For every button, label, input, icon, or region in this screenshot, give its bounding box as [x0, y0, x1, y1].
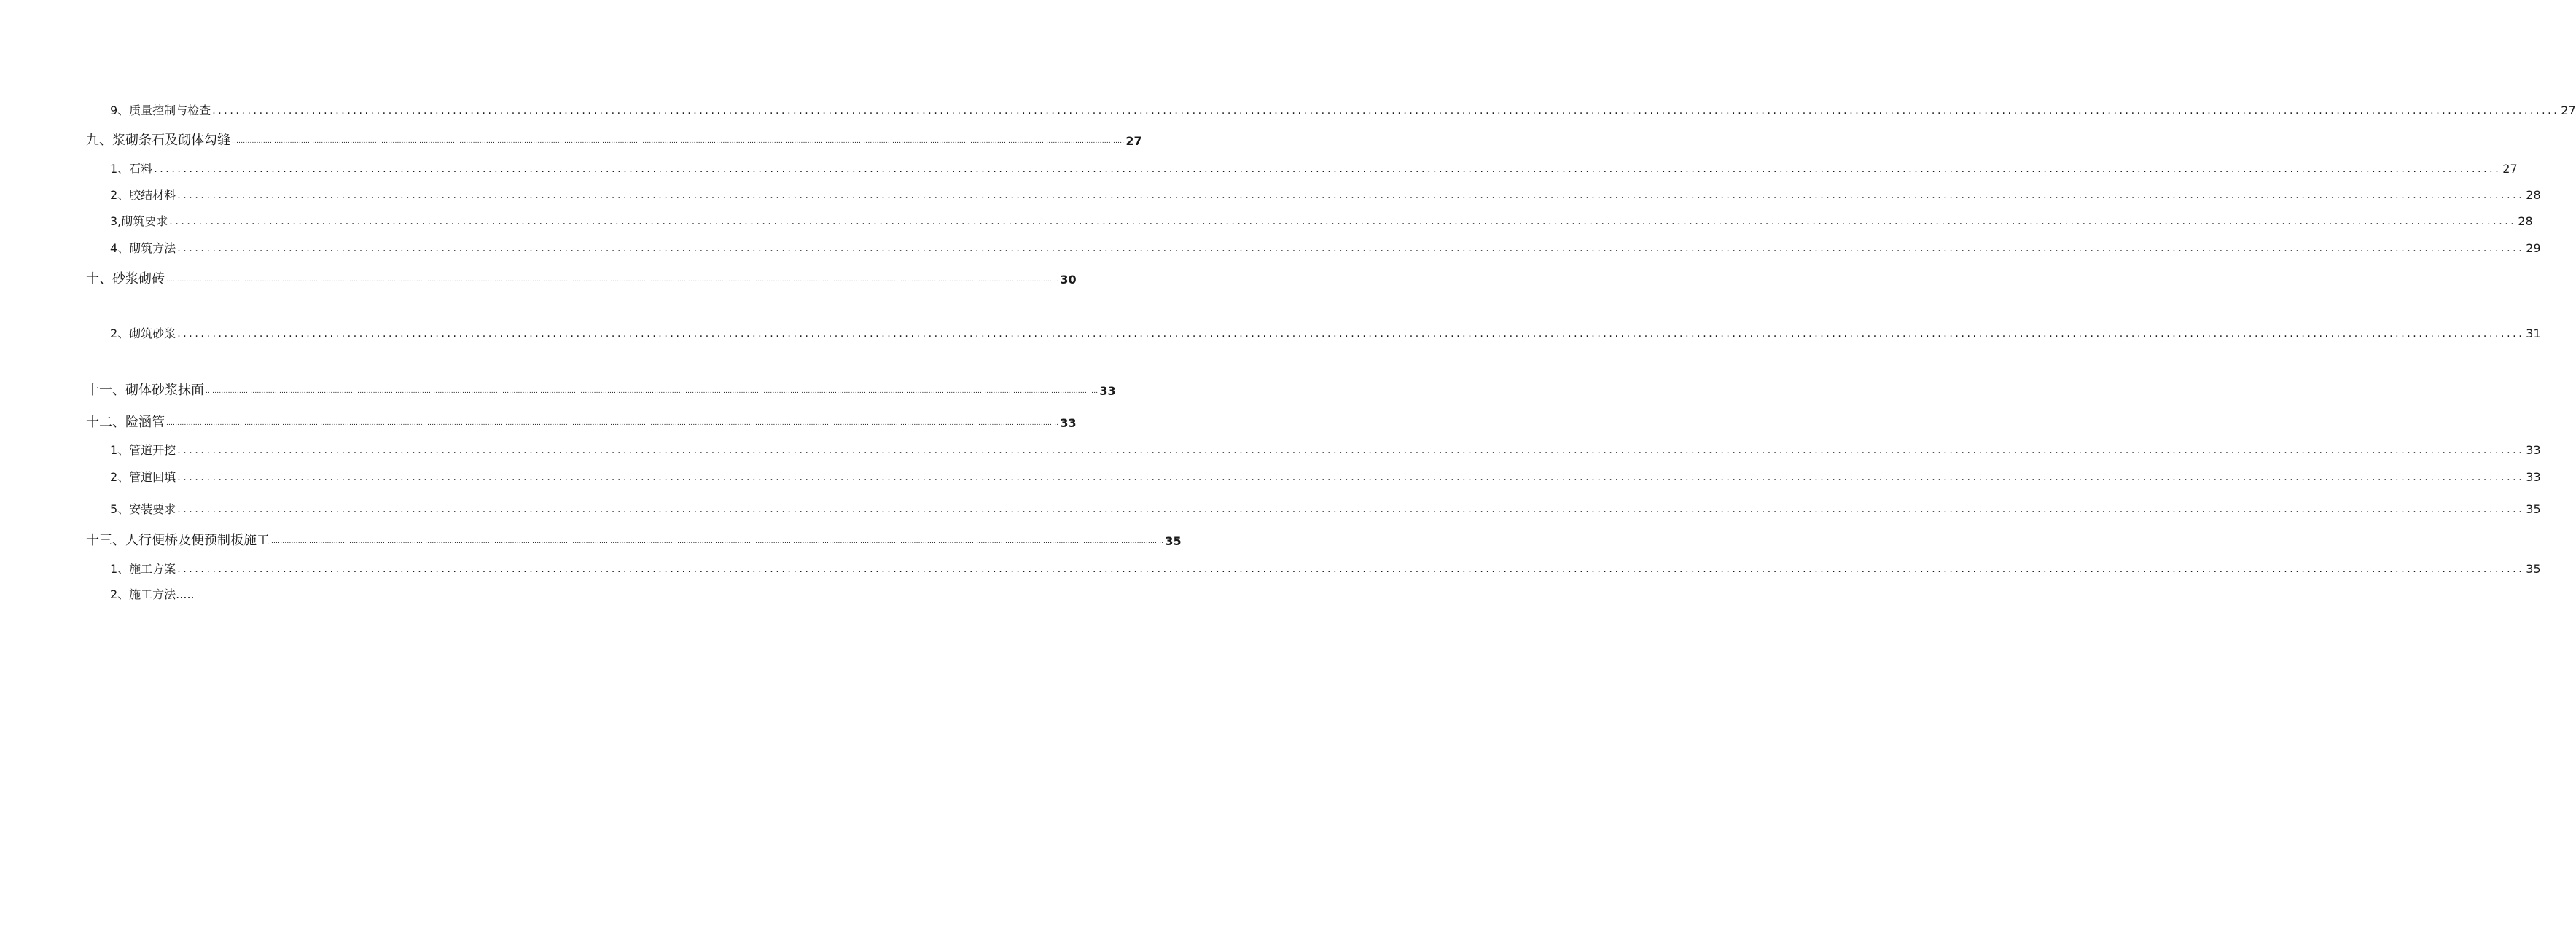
toc-entry[interactable] [110, 104, 2576, 117]
toc-leader: ................................................................................................................................................................................................................................................................................................................................................................................................................ [177, 504, 2525, 515]
toc-entry[interactable] [86, 133, 1142, 148]
toc-entry[interactable] [86, 415, 1077, 430]
toc-entry-label: 十一、砌体砂浆抹面 [86, 383, 204, 398]
toc-entry-label: 十、砂浆砌砖 [86, 271, 165, 286]
toc-page-number: 30 [1060, 273, 1077, 286]
toc-leader: ................................................................................................................................................................................................................................................................................................................................................................................................................ [206, 388, 1098, 395]
toc-leader: ................................................................................................................................................................................................................................................................................................................................................................................................................ [166, 276, 1059, 284]
toc-entry[interactable] [110, 162, 2518, 176]
toc-page-number: 35 [2526, 562, 2541, 576]
toc-entry[interactable] [110, 214, 2533, 228]
toc-entry-label: 十二、险涵管 [86, 415, 165, 430]
toc-entry-label: 1、管道开挖 [110, 443, 176, 457]
toc-entry[interactable] [110, 188, 2541, 202]
toc-entry[interactable] [110, 562, 2541, 576]
toc-page-number: 33 [1060, 416, 1077, 430]
toc-entry-label: 1、施工方案 [110, 562, 176, 576]
toc-entry-label: 九、浆砌条石及砌体勾缝 [86, 133, 230, 148]
toc-leader: ................................................................................................................................................................................................................................................................................................................................................................................................................ [177, 328, 2525, 340]
toc-entry[interactable] [86, 383, 1116, 398]
toc-page-number: 28 [2526, 188, 2541, 202]
toc-leader: ................................................................................................................................................................................................................................................................................................................................................................................................................ [169, 216, 2517, 227]
toc-entry[interactable] [110, 327, 2541, 340]
toc-page-number: 35 [1165, 534, 1182, 548]
toc-entry-label: 5、安装要求 [110, 502, 176, 516]
toc-leader: ................................................................................................................................................................................................................................................................................................................................................................................................................ [177, 243, 2525, 254]
toc-leader: ................................................................................................................................................................................................................................................................................................................................................................................................................ [271, 538, 1164, 545]
toc-leader: ................................................................................................................................................................................................................................................................................................................................................................................................................ [232, 138, 1125, 145]
toc-entry[interactable] [110, 443, 2541, 457]
toc-page-number: 33 [1099, 384, 1116, 398]
toc-entry-label: 2、胶结材料 [110, 188, 176, 202]
toc-entry-label: 2、砌筑砂浆 [110, 327, 176, 340]
toc-leader: ................................................................................................................................................................................................................................................................................................................................................................................................................ [177, 445, 2525, 456]
toc-entry-label: 2、施工方法..... [110, 587, 195, 601]
toc-entry-label: 1、石料 [110, 162, 153, 176]
toc-entry[interactable] [86, 271, 1077, 286]
toc-leader: ................................................................................................................................................................................................................................................................................................................................................................................................................ [166, 420, 1059, 427]
toc-leader: ................................................................................................................................................................................................................................................................................................................................................................................................................ [212, 105, 2560, 117]
toc-page-number: 33 [2526, 443, 2541, 457]
toc-entry[interactable] [110, 589, 329, 601]
toc-leader: ................................................................................................................................................................................................................................................................................................................................................................................................................ [177, 472, 2525, 483]
toc-entry-label: 2、管道回填 [110, 470, 176, 484]
toc-page-number: 35 [2526, 502, 2541, 516]
toc-page-number: 27 [1125, 134, 1142, 148]
toc-entry[interactable] [110, 470, 2541, 484]
toc-page-number: 27 [2502, 162, 2518, 176]
toc-entry[interactable] [86, 533, 1182, 548]
toc-entry-label: 9、质量控制与检查 [110, 104, 211, 117]
toc-page-number: 31 [2526, 327, 2541, 340]
toc-page-number: 28 [2518, 214, 2533, 228]
toc-entry[interactable] [110, 502, 2541, 516]
toc-entry-label: 十三、人行便桥及便预制板施工 [86, 533, 270, 548]
toc-leader: ................................................................................................................................................................................................................................................................................................................................................................................................................ [154, 163, 2502, 175]
toc-page-number: 29 [2526, 241, 2541, 255]
toc-page-number: 27 [2561, 104, 2576, 117]
toc-leader: ................................................................................................................................................................................................................................................................................................................................................................................................................ [177, 190, 2525, 201]
toc-entry[interactable] [110, 241, 2541, 255]
toc-page-number: 33 [2526, 470, 2541, 484]
toc-entry-label: 4、砌筑方法 [110, 241, 176, 255]
toc-entry-label: 3,砌筑要求 [110, 214, 168, 228]
toc-leader: ................................................................................................................................................................................................................................................................................................................................................................................................................ [177, 563, 2525, 575]
